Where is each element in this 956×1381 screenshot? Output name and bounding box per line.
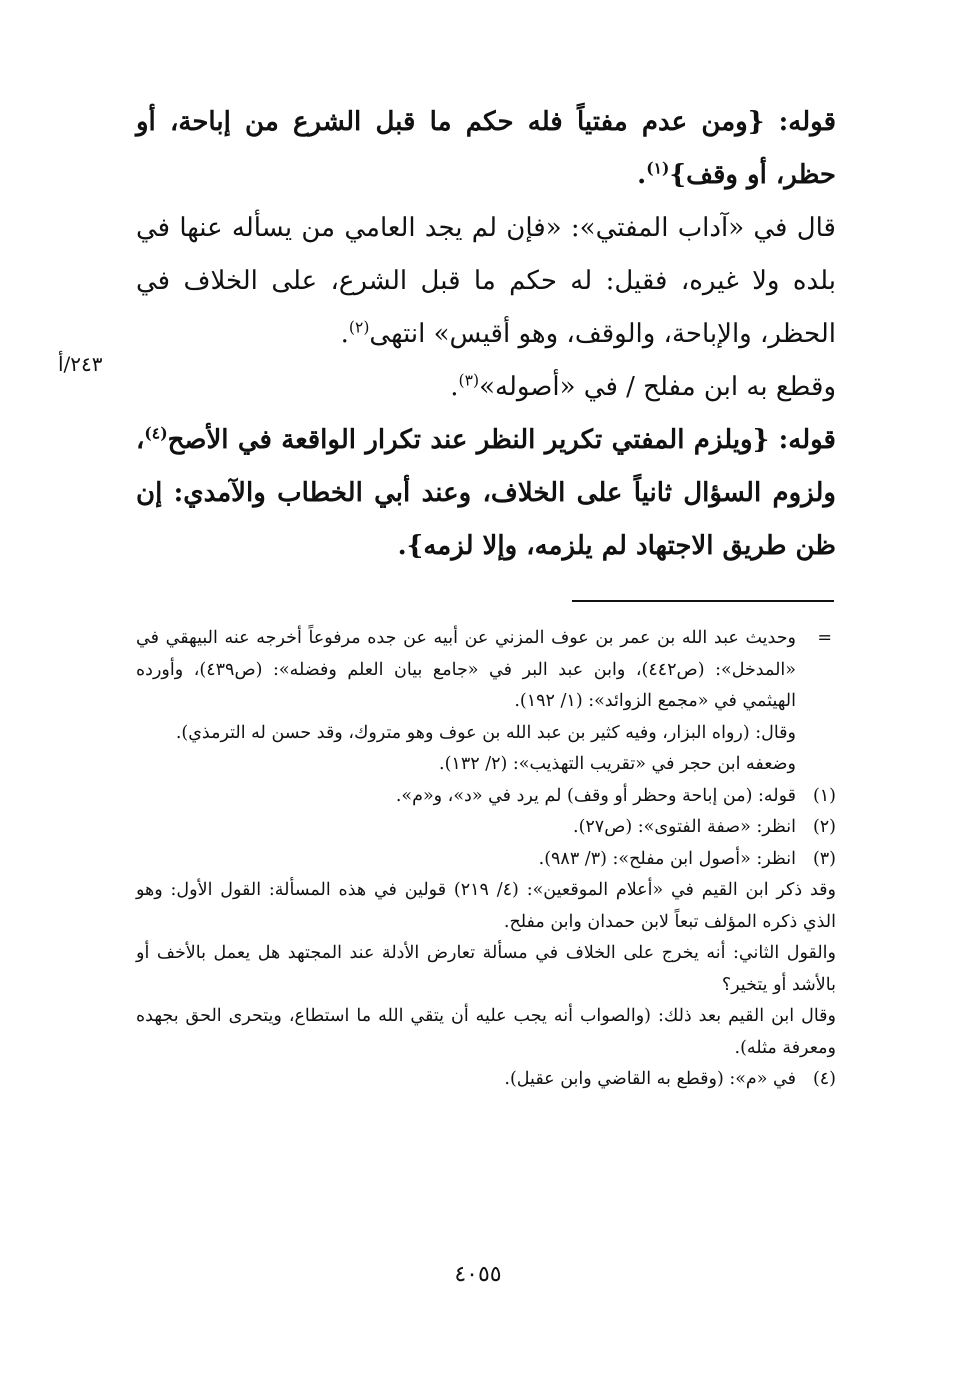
- footnotes: [136, 623, 836, 1096]
- page-number: ٤٠٥٥: [454, 1262, 502, 1287]
- footnote-number-2: (٢): [812, 817, 836, 837]
- footnote-continuation-3: وضعفه ابن حجر في «تقريب التهذيب»: (٢/ ١٣٢).: [439, 754, 796, 774]
- footnote-4: [136, 1064, 836, 1096]
- footnote-3-continuation-a: وقد ذكر ابن القيم في «أعلام الموقعين»: (٤/ ٢١٩) قولين في هذه المسألة: القول الأول: وهو الذي ذكره المؤلف تبعاً لابن حمدان وابن مفلح.: [136, 880, 836, 932]
- footnote-3-continuation-b: والقول الثاني: أنه يخرج على الخلاف في مسألة تعارض الأدلة عند المجتهد هل يعمل بالأخف أو بالأشد أو يتخير؟: [136, 943, 836, 995]
- footnote-continuation: [136, 623, 836, 718]
- paragraph-2: [136, 202, 836, 361]
- paragraph-3: [136, 361, 836, 414]
- manuscript-folio-reference: ٢٤٣/أ: [58, 352, 103, 376]
- footnote-continuation-text-1: وحديث عبد الله بن عمر بن عوف المزني عن أبيه عن جده مرفوعاً أخرجه عنه البيهقي في «المدخل»: (ص٤٤٢)، وابن عبد البر في «جامع بيان العلم وفضله»: (ص٤٣٩)، وأورده الهيثمي في «مجمع الزوائد»: (١/ ١٩٢).: [136, 628, 796, 711]
- footnote-ref-3[interactable]: (٣): [458, 371, 480, 390]
- paragraph-1-text: قوله: {ومن عدم مفتياً فله حكم ما قبل الشرع من إباحة، أو حظر، أو وقف}: [136, 107, 836, 190]
- continuation-marker: =: [817, 628, 832, 648]
- footnote-3: [136, 844, 836, 876]
- paragraph-1-end: .: [637, 160, 647, 190]
- paragraph-3-end: .: [450, 372, 459, 402]
- footnote-ref-1[interactable]: (١): [646, 158, 670, 178]
- footnote-continuation-2: وقال: (رواه البزار، وفيه كثير بن عبد الله بن عوف وهو متروك، وقد حسن له الترمذي).: [175, 722, 796, 743]
- paragraph-4-end: ، ولزوم السؤال ثانياً على الخلاف، وعند أبي الخطاب والآمدي: إن ظن طريق الاجتهاد لم يلزمه، وإلا لزمه}.: [136, 425, 836, 561]
- footnote-1-text: قوله: (من إباحة وحظر أو وقف) لم يرد في «د»، و«م».: [395, 785, 796, 806]
- footnote-number-3: (٣): [812, 848, 836, 869]
- footnote-3-text: انظر: «أصول ابن مفلح»: (٣/ ٩٨٣).: [538, 848, 796, 869]
- footnote-ref-4[interactable]: (٤): [144, 423, 168, 443]
- paragraph-3-text: وقطع به ابن مفلح / في «أصوله»: [479, 372, 836, 402]
- footnote-2-text: انظر: «صفة الفتوى»: (ص٢٧).: [573, 817, 796, 837]
- footnote-ref-2[interactable]: (٢): [348, 318, 370, 337]
- footnote-1: [136, 781, 836, 813]
- footnote-separator: [572, 600, 834, 602]
- footnote-number-1: (١): [812, 785, 836, 806]
- paragraph-2-end: .: [340, 319, 349, 349]
- footnote-4-text: في «م»: (وقطع به القاضي وابن عقيل).: [504, 1069, 796, 1089]
- paragraph-2-text: قال في «آداب المفتي»: «فإن لم يجد العامي من يسأله عنها في بلده ولا غيره، فقيل: له حكم ما قبل الشرع، على الخلاف في الحظر، والإباحة، والوقف، وهو أقيس» انتهى: [136, 213, 836, 349]
- footnote-number-4: (٤): [812, 1069, 836, 1089]
- paragraph-4-text: قوله: {ويلزم المفتي تكرير النظر عند تكرار الواقعة في الأصح: [167, 425, 836, 455]
- paragraph-1: [136, 96, 836, 202]
- footnote-3-continuation-c: وقال ابن القيم بعد ذلك: (والصواب أنه يجب عليه أن يتقي الله ما استطاع، ويتحرى الحق بجهده ومعرفة مثله).: [136, 1006, 836, 1058]
- main-text: [136, 96, 836, 573]
- footnote-2: [136, 812, 836, 844]
- paragraph-4: [136, 414, 836, 573]
